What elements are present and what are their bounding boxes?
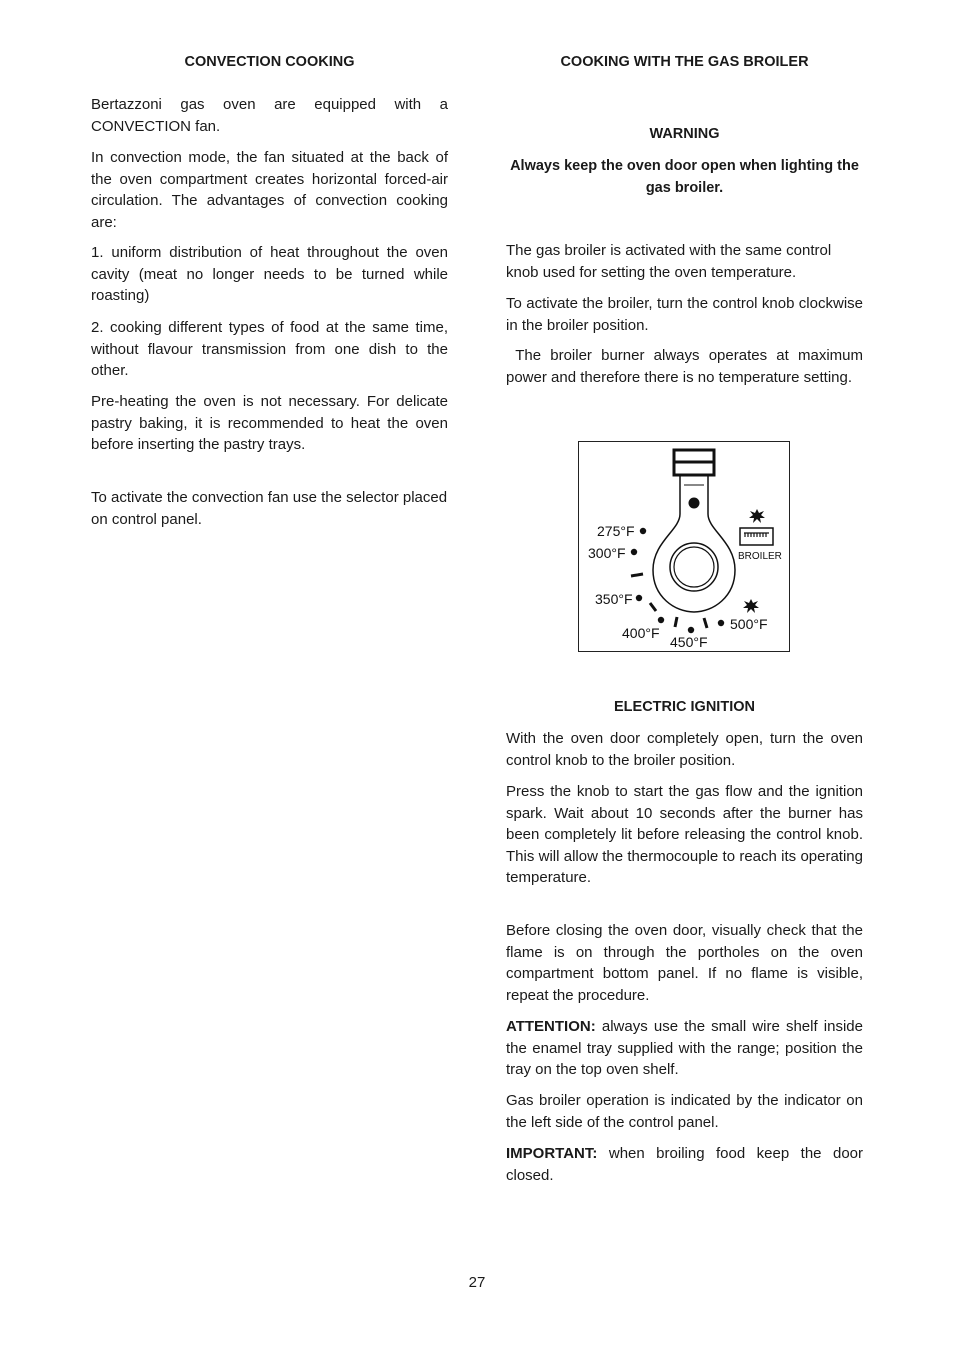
dot-500 xyxy=(718,620,724,626)
preheating-paragraph: Pre-heating the oven is not necessary. For delicate pastry baking, it is recommended to heat the oven before inserting the pastry trays. xyxy=(91,393,448,453)
label-275: 275°F xyxy=(597,523,635,539)
label-300: 300°F xyxy=(588,545,626,561)
label-350: 350°F xyxy=(595,591,633,607)
oven-knob-diagram xyxy=(578,441,790,652)
activate-fan-paragraph: To activate the convection fan use the selector placed on control panel. xyxy=(91,489,448,528)
broiler-max-power-paragraph: The broiler burner always operates at maximum power and therefore there is no temperature setting. xyxy=(506,347,868,386)
ignition-press-knob-paragraph: Press the knob to start the gas flow and the ignition spark. Wait about 10 seconds after the burner has been completely lit before releasing the control knob. This will allow the thermocouple to reach its operating temperature. xyxy=(506,783,863,886)
important-paragraph xyxy=(506,1143,863,1186)
attention-paragraph xyxy=(506,1016,863,1081)
tick-475 xyxy=(704,618,707,628)
broiler-activation-paragraph: The gas broiler is activated with the same control knob used for setting the oven temperature. xyxy=(506,242,832,281)
gas-broiler-heading: COOKING WITH THE GAS BROILER xyxy=(560,54,809,70)
indicator-paragraph: Gas broiler operation is indicated by the indicator on the left side of the control panel. xyxy=(506,1092,863,1131)
knob-inner-ring xyxy=(674,547,714,587)
convection-cooking-heading: CONVECTION COOKING xyxy=(184,54,355,70)
tick-375 xyxy=(650,603,656,611)
warning-text: Always keep the oven door open when lighting the gas broiler. xyxy=(510,158,859,196)
dot-350 xyxy=(636,595,642,601)
label-450: 450°F xyxy=(670,634,708,650)
tick-425 xyxy=(675,617,677,627)
flame-check-paragraph: Before closing the oven door, visually check that the flame is on through the portholes on the oven compartment bottom panel. If no flame is visible, repeat the procedure. xyxy=(506,922,863,1004)
electric-ignition-heading: ELECTRIC IGNITION xyxy=(614,699,755,715)
ignition-door-open-paragraph: With the oven door completely open, turn the oven control knob to the broiler position. xyxy=(506,730,863,769)
knob-diagram-svg xyxy=(579,442,789,651)
knob-inner-ring-outer xyxy=(670,543,718,591)
important-label: IMPORTANT: xyxy=(506,1145,598,1162)
attention-text: always use the small wire shelf inside the enamel tray supplied with the range; position the tray on the top oven shelf. xyxy=(506,1018,863,1078)
convection-mode-paragraph: In convection mode, the fan situated at the back of the oven compartment creates horizontal forced-air circulation. The advantages of convection cooking are: xyxy=(91,149,448,231)
label-broiler: BROILER xyxy=(738,551,782,562)
attention-label: ATTENTION: xyxy=(506,1018,596,1035)
important-text: when broiling food keep the door closed. xyxy=(506,1145,863,1184)
dot-400 xyxy=(658,617,664,623)
knob-indicator-dot xyxy=(689,498,700,509)
label-400: 400°F xyxy=(622,625,660,641)
label-500: 500°F xyxy=(730,616,768,632)
dot-450 xyxy=(688,627,694,633)
tick-325 xyxy=(631,574,643,576)
dot-300 xyxy=(631,549,637,555)
dot-275 xyxy=(640,528,646,534)
advantage-1-paragraph: 1. uniform distribution of heat throughout the oven cavity (meat no longer needs to be turned while roasting) xyxy=(91,244,448,304)
page-number: 27 xyxy=(468,1274,486,1291)
broiler-turn-knob-paragraph: To activate the broiler, turn the control knob clockwise in the broiler position. xyxy=(506,295,863,334)
warning-heading: WARNING xyxy=(649,126,720,142)
convection-intro-paragraph: Bertazzoni gas oven are equipped with a CONVECTION fan. xyxy=(91,96,448,135)
broiler-spark-icon xyxy=(749,509,765,523)
ignition-spark-icon xyxy=(743,599,759,613)
advantage-2-paragraph: 2. cooking different types of food at the same time, without flavour transmission from one dish to the other. xyxy=(91,319,448,379)
